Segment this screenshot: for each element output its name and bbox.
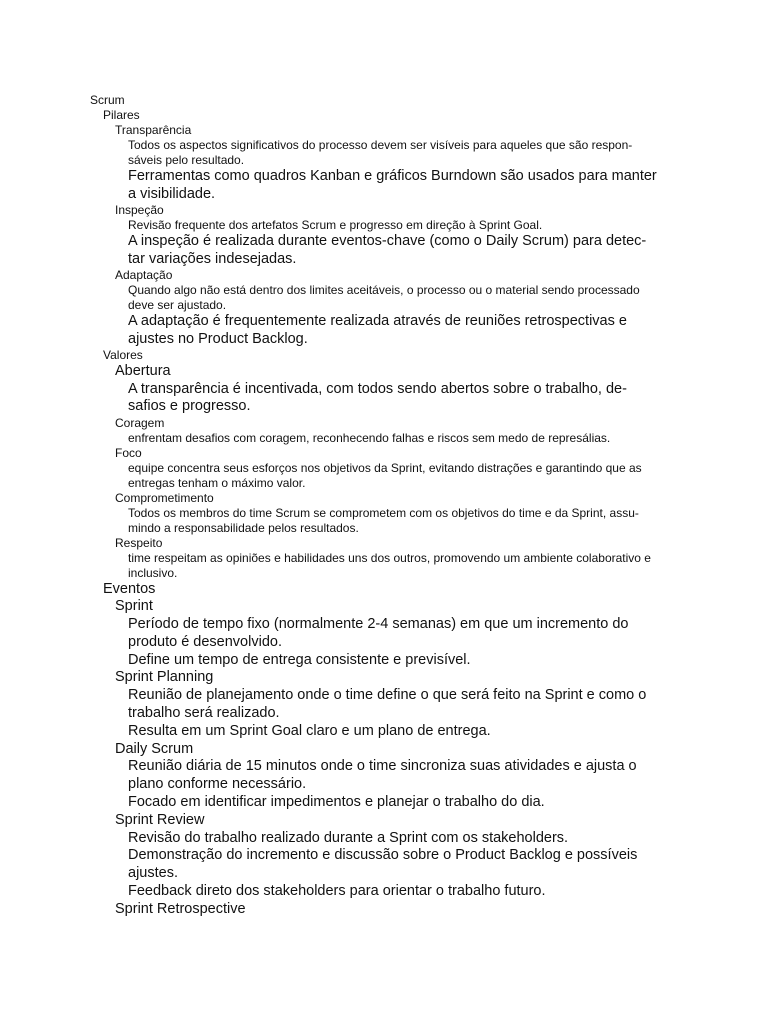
text-line: Período de tempo fixo (normalmente 2-4 semanas) em que um incremento do — [128, 616, 629, 633]
text-line: Focado em identificar impedimentos e planejar o trabalho do dia. — [128, 794, 545, 811]
document-page — [0, 93, 768, 919]
note-line: entregas tenham o máximo valor. — [128, 475, 306, 490]
heading-transparencia: Transparência — [115, 123, 192, 137]
heading-inspecao: Inspeção — [115, 203, 164, 217]
heading-sprint-retrospective: Sprint Retrospective — [115, 900, 246, 917]
text-line: Feedback direto dos stakeholders para orientar o trabalho futuro. — [128, 883, 546, 900]
text-line: Ferramentas como quadros Kanban e gráficos Burndown são usados para manter — [128, 168, 657, 184]
text-line: safios e progresso. — [128, 398, 251, 414]
heading-comprometimento: Comprometimento — [115, 490, 214, 505]
heading-sprint: Sprint — [115, 598, 153, 615]
text-line: Reunião de planejamento onde o time define o que será feito na Sprint e como o — [128, 687, 647, 704]
note-line: Revisão frequente dos artefatos Scrum e progresso em direção à Sprint Goal. — [128, 218, 543, 232]
text-line: Resulta em um Sprint Goal claro e um plano de entrega. — [128, 722, 491, 739]
heading-sprint-review: Sprint Review — [115, 811, 205, 828]
note-line: Todos os membros do time Scrum se comprometem com os objetivos do time e da Sprint, assu- — [128, 505, 639, 520]
text-line: A inspeção é realizada durante eventos-chave (como o Daily Scrum) para detec- — [128, 233, 647, 249]
note-line: mindo a responsabilidade pelos resultados. — [128, 520, 359, 535]
text-line: a visibilidade. — [128, 185, 216, 202]
text-line: A transparência é incentivada, com todos sendo abertos sobre o trabalho, de- — [128, 380, 627, 397]
heading-foco: Foco — [115, 445, 142, 460]
text-line: Define um tempo de entrega consistente e previsível. — [128, 651, 471, 668]
text-line: tar variações indesejadas. — [128, 250, 297, 267]
note-line: enfrentam desafios com coragem, reconhecendo falhas e riscos sem medo de represálias. — [128, 430, 611, 445]
note-line: deve ser ajustado. — [128, 298, 227, 312]
note-line: inclusivo. — [128, 565, 178, 580]
heading-sprint-planning: Sprint Planning — [115, 669, 214, 686]
text-line: trabalho será realizado. — [128, 705, 280, 722]
text-line: Reunião diária de 15 minutos onde o time sincroniza suas atividades e ajusta o — [128, 758, 637, 775]
heading-respeito: Respeito — [115, 535, 163, 550]
text-line: produto é desenvolvido. — [128, 633, 282, 650]
section-pilares: Pilares — [103, 108, 140, 122]
text-line: Demonstração do incremento e discussão sobre o Product Backlog e possíveis — [128, 847, 638, 864]
text-line: ajustes. — [128, 865, 178, 882]
text-line: A adaptação é frequentemente realizada através de reuniões retrospectivas e — [128, 313, 627, 329]
note-line: equipe concentra seus esforços nos objetivos da Sprint, evitando distrações e garantindo que as — [128, 460, 642, 475]
heading-abertura: Abertura — [115, 363, 171, 379]
text-line: ajustes no Product Backlog. — [128, 330, 308, 347]
outline-root: Scrum — [90, 93, 125, 107]
text-line: Revisão do trabalho realizado durante a Sprint com os stakeholders. — [128, 829, 569, 846]
note-line: Todos os aspectos significativos do processo devem ser visíveis para aqueles que são respon- — [128, 138, 633, 152]
note-line: time respeitam as opiniões e habilidades uns dos outros, promovendo um ambiente colaborativo e — [128, 550, 651, 565]
heading-adaptacao: Adaptação — [115, 268, 173, 282]
text-line: plano conforme necessário. — [128, 776, 307, 793]
heading-daily-scrum: Daily Scrum — [115, 740, 194, 757]
note-line: Quando algo não está dentro dos limites aceitáveis, o processo ou o material sendo processado — [128, 283, 640, 297]
note-line: sáveis pelo resultado. — [128, 153, 245, 167]
section-eventos: Eventos — [103, 580, 156, 597]
heading-coragem: Coragem — [115, 415, 165, 430]
section-valores: Valores — [103, 348, 143, 362]
